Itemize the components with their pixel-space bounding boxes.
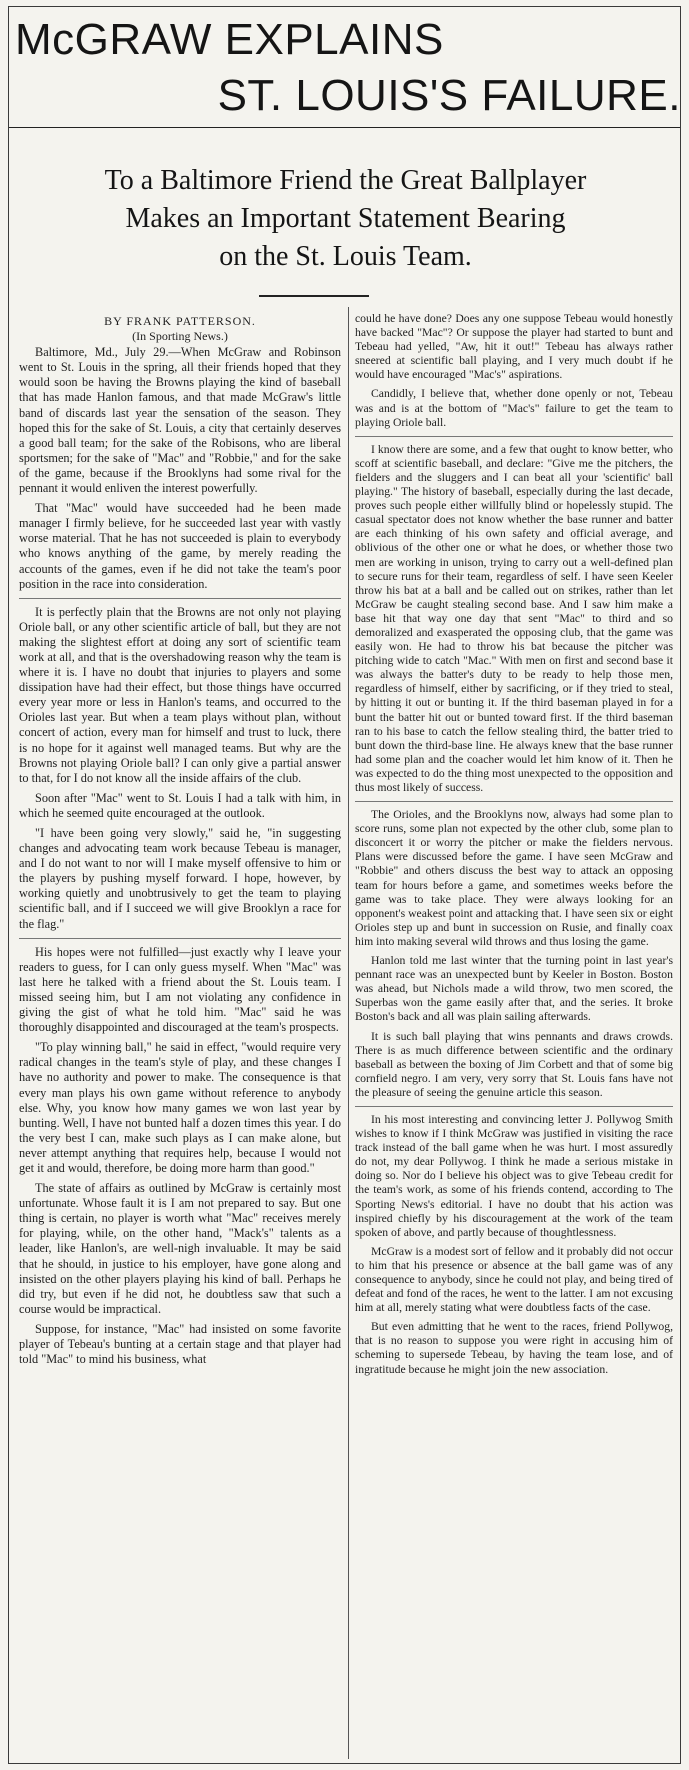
section-divider (355, 1106, 673, 1107)
deck-line-2: Makes an Important Statement Bearing (125, 203, 566, 234)
newspaper-page (8, 6, 681, 1764)
paragraph: Hanlon told me last winter that the turning point in last year's pennant race was an unexpected bunt by Keeler in Boston. Boston was ahead, but Nichols made a wild throw, two men scored, the Superbas won the game easily after that, and the series. It broke Boston's back and all was plain sailing afterwards. (355, 954, 673, 1024)
paragraph: "To play winning ball," he said in effect, "would require very radical changes in the team's style of play, and these changes I have no authority and power to make. The consequence is that every man plays his own game without reference to anybody else. Why, you know how many games we won last year by bunting. Well, I have not bunted half a dozen times this year. I do the very best I can, make such plays as I can make alone, but never attempt anything that requires help, because I would not get it and would, therefore, be doing more harm than good." (19, 1040, 341, 1175)
section-divider (19, 938, 341, 939)
column-divider (348, 307, 349, 1759)
paragraph: His hopes were not fulfilled—just exactly why I leave your readers to guess, for I can only guess myself. When "Mac" was last here he talked with a friend about the St. Louis team. I missed seeing him, but I am not violating any confidence in giving the gist of what he told him. "Mac" said he was thoroughly disappointed and discouraged at the team's prospects. (19, 944, 341, 1035)
section-divider (355, 801, 673, 802)
paragraph: It is perfectly plain that the Browns are not only not playing Oriole ball, or any other scientific article of ball, but they are not making the slightest effort at doing any sort of scientific team work at all, and that is the overshadowing reason why the team is where it is. I have no doubt that injuries to players and some dissipation have had their effect, but those things have occurred every year more or less in Hanlon's teams, and occurred to the Orioles last year. But when a team plays without plan, without concert of action, every man for himself and trust to luck, there is no hope for it against well managed teams. But why are the Browns not playing Oriole ball? I can only give a partial answer to that, for I do not know all the inside affairs of the club. (19, 604, 341, 785)
paragraph: "I have been going very slowly," said he, "in suggesting changes and advocating team work because Tebeau is manager, and I do not want to nor will I make myself offensive to him or the players by pushing myself forward. I hope, however, by working quietly and unobtrusively to get the team to playing scientific ball, and if I succeed we will give Brooklyn a race for the flag." (19, 826, 341, 931)
paragraph: That "Mac" would have succeeded had he been made manager I firmly believe, for he succeeded last year with vastly worse material. That he has not succeeded is plain to everybody who knows anything of the game, by merely reading the accounts of the games, even if he did not take the team's poor position in the race into consideration. (19, 501, 341, 591)
section-divider (355, 436, 673, 437)
section-divider (19, 598, 341, 599)
byline: BY FRANK PATTERSON. (104, 314, 256, 328)
deck-line-1: To a Baltimore Friend the Great Ballplayer (104, 165, 587, 196)
paragraph: It is such ball playing that wins pennants and draws crowds. There is as much difference between scientific and the ordinary baseball as between the boxing of Jim Corbett and that of some big cornfield negro. I am very, very sorry that St. Louis fans have not the pleasure of seeing the genuine article this season. (355, 1029, 673, 1099)
paragraph: The Orioles, and the Brooklyns now, always had some plan to score runs, some plan not expected by the other club, some plan to disconcert it or worry the pitcher or make the fielders nervous. Plans were discussed before the game. I have seen McGraw and "Robbie" and others discuss the best way to attack an opposing team for hours before a game, and sometimes weeks before the game was to take place. They were always looking for an opponent's weakest point and attacking that. I have seen six or eight Orioles step up and bunt in succession on Rusie, and finally coax him into making several wild throws and thus losing the game. (355, 808, 673, 948)
deck-line-3: on the St. Louis Team. (219, 241, 472, 272)
paragraph: Soon after "Mac" went to St. Louis I had a talk with him, in which he seemed quite encouraged at the outlook. (19, 790, 341, 820)
headline-line-2: ST. LOUIS'S FAILURE. (217, 71, 681, 120)
paragraph: McGraw is a modest sort of fellow and it probably did not occur to him that his presence or absence at the ball game was of any consequence to anybody, since he could not play, and being tired of defeat and fond of the races, he went to the latter. I am not excusing him at all, merely stating what were doubtless facts of the case. (355, 1244, 673, 1315)
article-column-right (355, 312, 673, 1757)
paragraph: could he have done? Does any one suppose Tebeau would honestly have backed "Mac"? Or suppose the player had started to bunt and Tebeau had yelled, "Aw, hit it out!" Tebeau has always rather sneered at scientific ball playing, and I very much doubt if he would have encouraged "Mac's" aspirations. (355, 312, 673, 382)
source-credit: (In Sporting News.) (132, 329, 228, 344)
headline-rule (9, 127, 680, 128)
paragraph: In his most interesting and convincing letter J. Pollywog Smith wishes to know if I think McGraw was justified in visiting the race track instead of the ball game when he was hurt. I most assuredly do not, my dear Pollywog. I think he made a serious mistake in doing so. Nor do I believe his object was to give Tebeau credit for the team's work, as some of his friends contend, according to The Sporting News's editorial. I have no doubt that his action was inspired chiefly by his discouragement at the work of the team spoken of above, and partly because of thoughtlessness. (355, 1112, 673, 1239)
paragraph: But even admitting that he went to the races, friend Pollywog, that is no reason to suppose you were right in accusing him of scheming to supersede Tebeau, by having the team lose, and of ingratitude because he might join the new association. (355, 1320, 673, 1376)
subheadline-deck (19, 162, 672, 276)
deck-divider-rule (259, 295, 369, 297)
headline-line-1: McGRAW EXPLAINS (15, 15, 444, 64)
paragraph: The state of affairs as outlined by McGraw is certainly most unfortunate. Whose fault it is I am not prepared to say. But one thing is certain, no player is worth what "Mac" receives merely for playing, while, on the other hand, "Mack's" talents as a leader, like Hanlon's, are well-nigh invaluable. It may be said that he should, in justice to his employer, have gone along and insisted on the other players playing his kind of ball. Perhaps he did try, but even if he did not, he doubtless saw that such a course would be impractical. (19, 1181, 341, 1316)
paragraph: Baltimore, Md., July 29.—When McGraw and Robinson went to St. Louis in the spring, all their friends hoped that they would soon be having the Browns playing the kind of baseball that has made Hanlon famous, and that made McGraw's little band of discards last year the sensation of the season. They hoped this for the sake of St. Louis, a city that certainly deserves a good ball team; for the sake of the Robisons, who are liberal sportsmen; for the sake of "Mac" and "Robbie," and for the sake of the game, because if the Brooklyns had some rival for the pennant it would enliven the interest powerfully. (19, 345, 341, 496)
paragraph: I know there are some, and a few that ought to know better, who scoff at scientific baseball, and declare: "Give me the pitchers, the fielders and the sluggers and I can beat all your 'scientific' ball playing." The history of baseball, especially during the last decade, proves such people either willfully blind or hopelessly stupid. The casual spectator does not know whether the base runner and batter are each thinking of his own safety and official average, and oblivious of the other one or what he does, or whether those two men are working in unison, trying to carry out a well-defined plan to secure runs for their team, regardless of self. I have seen Keeler throw his bat at a ball and be called out on strikes, rather than let McGraw be caught stealing second base. And I saw him make a base hit that way one day that sent "Mac" to third and so demoralized and exasperated the opposing club, that the game was easily won. He had to throw his bat because the pitcher was pitching wide to catch "Mac." With men on first and second base it was always the batter's duty to be ready to help those men, regardless of himself, either by sacrificing, or if they tried to steal, by hitting it out or bunting it. If the third baseman played in for a bunt the batter hit out or bunted toward first. If the third baseman ran to his base to catch the fellow stealing third, the batter tried to bunt down the third-base line. He always knew that the base runner had some plan and the coacher would let him know of it. Then he was expected to do the thing most unexpected to the opposition and thus most likely of success. (355, 442, 673, 794)
paragraph: Suppose, for instance, "Mac" had insisted on some favorite player of Tebeau's bunting at a certain stage and that player had told "Mac" to mind his business, what (19, 1321, 341, 1367)
article-column-left (19, 312, 341, 1757)
paragraph: Candidly, I believe that, whether done openly or not, Tebeau was and is at the bottom of "Mac's" failure to get the team to playing Oriole ball. (355, 387, 673, 429)
